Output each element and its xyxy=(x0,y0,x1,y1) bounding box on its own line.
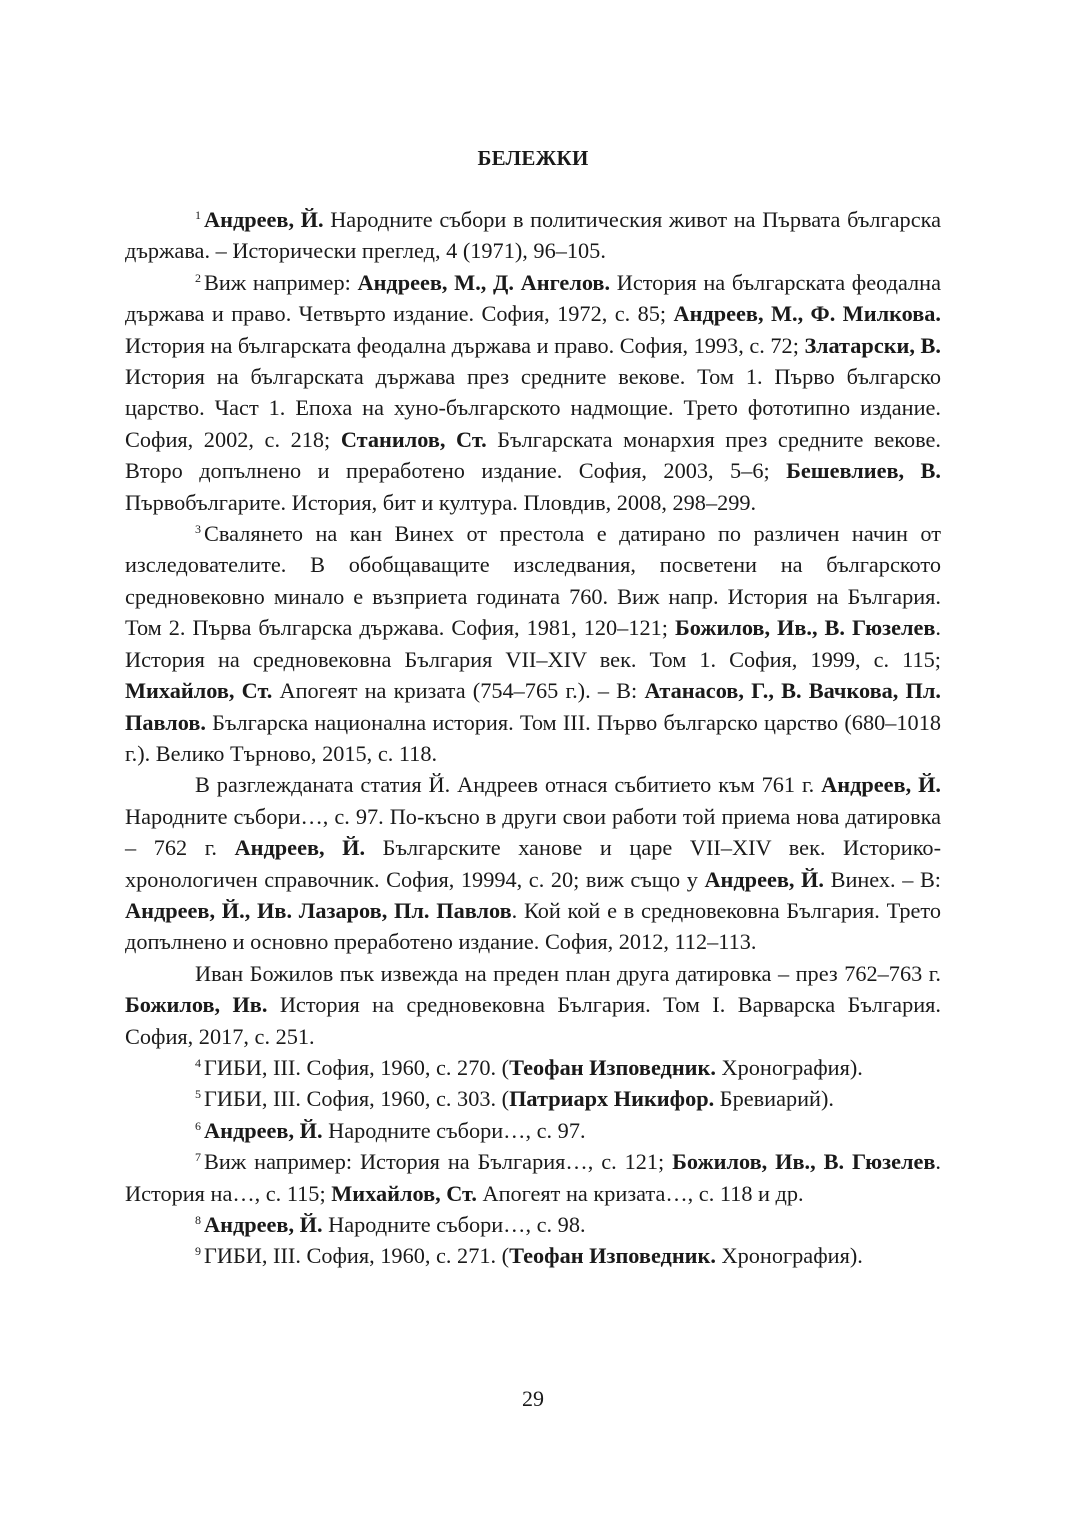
endnote-number: 6 xyxy=(195,1118,201,1133)
endnote xyxy=(125,1209,941,1240)
endnote-text: История на средновековна България. Том I. Варварска България. София, 2017, с. 251. xyxy=(125,992,941,1049)
cited-author: Божилов, Ив., В. Гюзелев xyxy=(672,1149,936,1175)
cited-author: Андреев, Й. xyxy=(821,772,942,798)
endnote-text: ГИБИ, III. София, 1960, с. 270. ( xyxy=(204,1054,510,1080)
endnote xyxy=(125,204,941,267)
endnote xyxy=(125,1083,941,1114)
endnote-text: Българската монархия през средните векове. Второ допълнено и преработено издание. София, 2003, 5–6; xyxy=(125,426,942,484)
endnote-text: . История на…, с. 115; xyxy=(125,1149,941,1206)
cited-author: Бешевлиев, В. xyxy=(786,458,941,484)
endnote-number: 7 xyxy=(195,1150,201,1165)
cited-author: Андреев, Й. xyxy=(204,1212,323,1237)
cited-author: Божилов, Ив. xyxy=(125,992,268,1018)
endnote-text: ГИБИ, III. София, 1960, с. 271. ( xyxy=(204,1243,510,1269)
endnote-text: Първобългарите. История, бит и култура. Пловдив, 2008, 298–299. xyxy=(125,489,757,515)
cited-author: Андреев, Й. xyxy=(234,835,366,861)
endnote xyxy=(125,1052,941,1083)
cited-author: Андреев, Й. xyxy=(204,207,324,232)
endnote-text: Народните събори…, с. 97. По-късно в други свои работи той приема нова датировка – 762 г. xyxy=(125,803,941,861)
endnote-text: Народните събори в политическия живот на Първата българска държава. – Исторически преглед, 4 (1971), 96–105. xyxy=(125,207,941,264)
page-heading: БЕЛЕЖКИ xyxy=(477,146,589,170)
page-number: 29 xyxy=(522,1386,544,1411)
endnote-text: Българска национална история. Том III. Първо българско царство (680–1018 г.). Велико Търново, 2015, с. 118. xyxy=(125,709,941,766)
endnote-text: Свалянето на кан Винех от престола е датирано по различен начин от изследователите. В обобщаващите изследвания, посветени на българското средновековно минало е възприета годината 760. Виж напр. История на България. Том 2. Първа българска държава. София, 1981, 120–121; xyxy=(125,521,941,641)
cited-author: Божилов, Ив., В. Гюзелев xyxy=(674,615,936,641)
endnote-text: Иван Божилов пък извежда на преден план друга датировка – през 762–763 г. xyxy=(195,960,941,986)
cited-author: Теофан Изповедник. xyxy=(509,1243,716,1269)
cited-author: Андреев, М., Ф. Милкова. xyxy=(673,301,941,327)
endnote xyxy=(125,1240,941,1271)
endnotes-list xyxy=(125,204,941,1272)
endnote-number: 9 xyxy=(195,1244,201,1259)
cited-author: Андреев, М., Д. Ангелов. xyxy=(357,269,611,295)
endnote-text: . История на средновековна България VII–XIV век. Том 1. София, 1999, с. 115; xyxy=(125,615,941,672)
endnote-text: Виж например: xyxy=(204,269,358,295)
endnote-text: Народните събори…, с. 97. xyxy=(322,1117,586,1143)
endnote-text: Народните събори…, с. 98. xyxy=(322,1212,586,1237)
cited-author: Михайлов, Ст. xyxy=(331,1180,477,1206)
endnote-text: Апогеят на кризата…, с. 118 и др. xyxy=(476,1180,804,1206)
endnote-number: 4 xyxy=(195,1055,201,1070)
endnote-text: В разглежданата статия Й. Андреев отнася събитието към 761 г. xyxy=(195,772,822,798)
endnote-number: 5 xyxy=(195,1087,201,1102)
cited-author: Атанасов, Г., В. Вачкова, Пл. Павлов. xyxy=(125,678,941,735)
endnote-text: Виж например: История на България…, с. 121; xyxy=(204,1149,673,1175)
cited-author: Андреев, Й. xyxy=(204,1117,323,1143)
endnote-text: Апогеят на кризата (754–765 г.). – В: xyxy=(272,678,645,704)
endnote-text: Хронография). xyxy=(715,1054,863,1080)
cited-author: Патриарх Никифор. xyxy=(509,1086,715,1112)
endnote xyxy=(125,958,941,1052)
endnote xyxy=(125,1115,941,1146)
endnote-text: Българските ханове и царе VII–XIV век. Историко-хронологичен справочник. София, 19994, с. 20; виж също у xyxy=(125,835,942,892)
endnote-number: 3 xyxy=(195,522,201,537)
cited-author: Михайлов, Ст. xyxy=(125,678,273,704)
endnote-text: Бревиарий). xyxy=(714,1086,834,1112)
endnote xyxy=(125,769,941,957)
cited-author: Станилов, Ст. xyxy=(340,426,487,452)
cited-author: Теофан Изповедник. xyxy=(509,1054,716,1080)
endnote xyxy=(125,267,941,518)
endnote-text: Хронография). xyxy=(715,1243,863,1269)
endnote-text: История на българската феодална държава и право. Четвърто издание. София, 1972, с. 85; xyxy=(125,269,942,327)
endnote-text: Винех. – В: xyxy=(823,866,942,892)
endnote-number: 1 xyxy=(195,208,201,222)
endnote-number: 2 xyxy=(195,270,201,285)
endnote-text: . Кой кой е в средновековна България. Трето допълнено и основно преработено издание. София, 2012, 112–113. xyxy=(125,897,941,955)
cited-author: Златарски, В. xyxy=(804,332,942,358)
endnote-text: ГИБИ, III. София, 1960, с. 303. ( xyxy=(204,1086,510,1112)
endnote-number: 8 xyxy=(195,1213,201,1227)
cited-author: Андреев, Й., Ив. Лазаров, Пл. Павлов xyxy=(125,897,512,923)
endnote-text: История на българската феодална държава и право. София, 1993, с. 72; xyxy=(125,332,805,358)
endnote xyxy=(125,518,941,769)
endnote-text: История на българската държава през средните векове. Том 1. Първо българско царство. Част 1. Епоха на хуно-българското надмощие. Трето фототипно издание. София, 2002, с. 218; xyxy=(125,364,941,452)
endnote xyxy=(125,1146,941,1209)
cited-author: Андреев, Й. xyxy=(704,866,824,892)
